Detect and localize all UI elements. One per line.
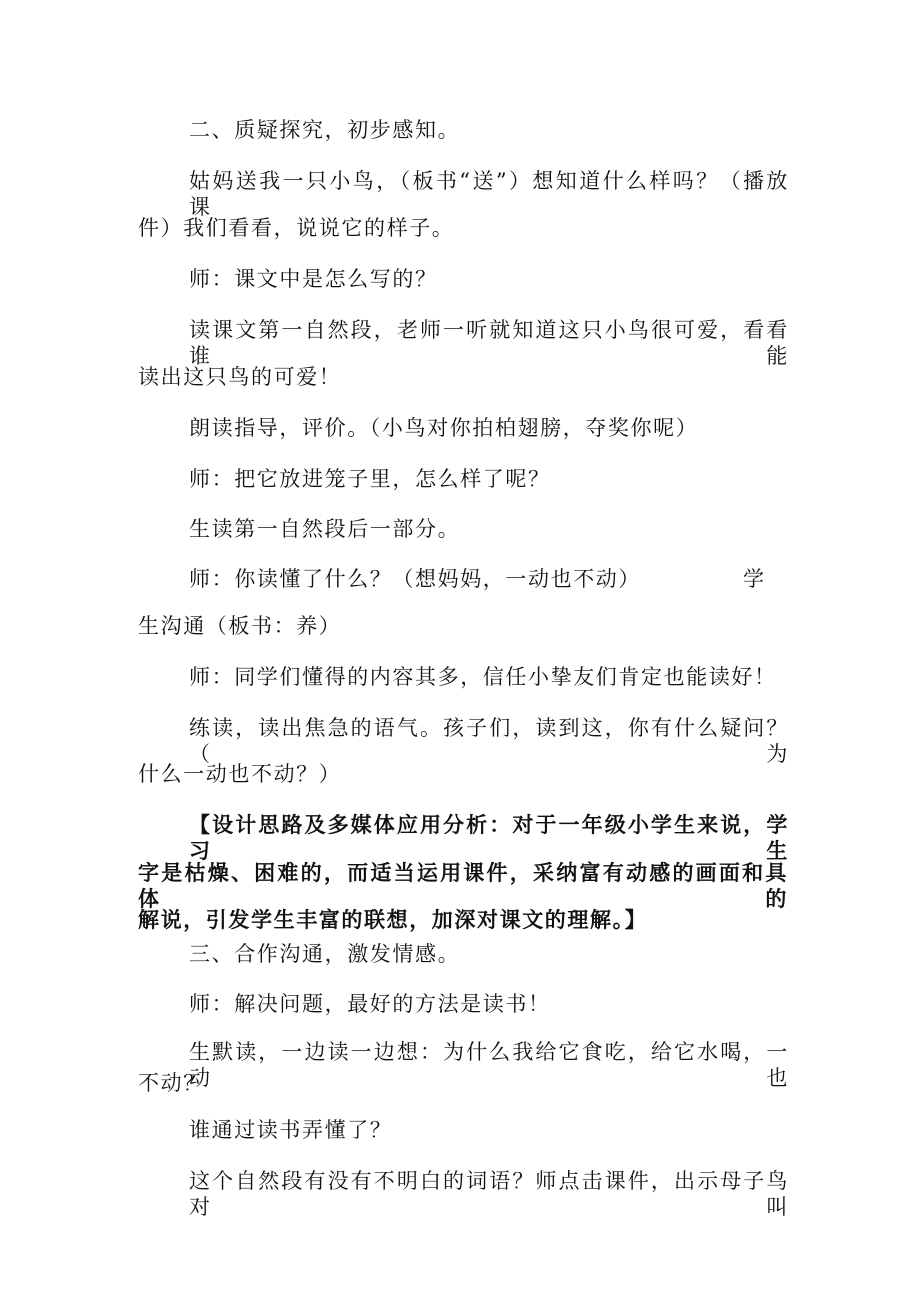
paragraph-line: 朗读指导，评价。（小鸟对你拍柏翅膀，夺奖你呢）	[189, 416, 699, 440]
paragraph-line: 姑妈送我一只小鸟，（板书“送”）想知道什么样吗？（播放课	[189, 169, 789, 219]
paragraph-line: 师：解决问题，最好的方法是读书！	[189, 992, 551, 1016]
paragraph-line: 读出这只鸟的可爱！	[138, 365, 342, 389]
paragraph-line: 生沟通（板书：养）	[138, 614, 342, 638]
paragraph-line: 练读，读出焦急的语气。孩子们，读到这，你有什么疑问？（为	[189, 716, 789, 766]
design-note-line: 解说，引发学生丰富的联想，加深对课文的理解。】	[138, 907, 648, 932]
paragraph-line: 师：把它放进笼子里，怎么样了呢？	[189, 467, 551, 491]
paragraph-line: 生读第一自然段后一部分。	[189, 517, 461, 541]
paragraph-line: 什么一动也不动？）	[138, 762, 342, 786]
paragraph-line: 谁通过读书弄懂了？	[189, 1118, 393, 1142]
paragraph-line: 件）我们看看，说说它的样子。	[138, 216, 455, 240]
design-note-line: 【设计思路及多媒体应用分析：对于一年级小学生来说，学习生	[189, 812, 789, 863]
paragraph-line: 师：课文中是怎么写的？	[189, 267, 438, 291]
paragraph-line: 生默读，一边读一边想：为什么我给它食吃，给它水喝，一动也	[189, 1040, 789, 1090]
paragraph-line: 不动？	[138, 1071, 206, 1095]
section-heading-2: 二、质疑探究，初步感知。	[189, 118, 461, 142]
paragraph-line: 师：你读懂了什么？（想妈妈，一动也不动）	[189, 567, 641, 591]
section-heading-3: 三、合作沟通，激发情感。	[189, 942, 461, 966]
paragraph-line: 这个自然段有没有不明白的词语？师点击课件，出示母子鸟对叫	[189, 1169, 789, 1219]
design-note-line: 字是枯燥、困难的，而适当运用课件，采纳富有动感的画面和具体的	[138, 860, 788, 911]
paragraph-line: 读课文第一自然段，老师一听就知道这只小鸟很可爱，看看谁能	[189, 318, 789, 368]
paragraph-line: 师：同学们懂得的内容其多，信任小挚友们肯定也能读好！	[189, 665, 777, 689]
paragraph-line-fragment: 学	[743, 567, 766, 591]
